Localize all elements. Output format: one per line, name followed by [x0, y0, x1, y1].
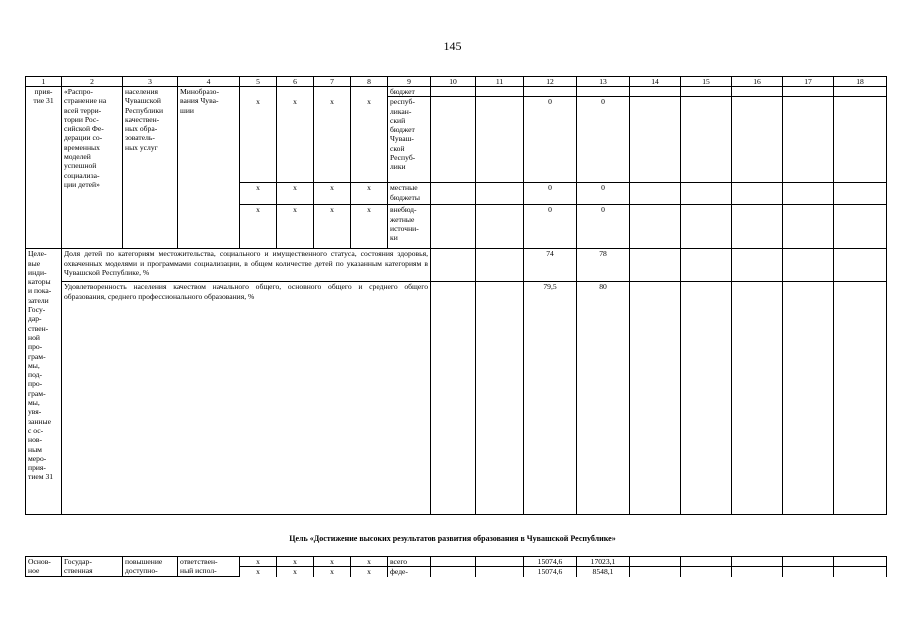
value-cell: 74 — [524, 249, 577, 282]
value-cell: 79,5 — [524, 282, 577, 515]
goal-title: Цель «Достижение высоких результатов развития образования в Чувашской Республике» — [289, 534, 616, 543]
col-header: 9 — [388, 77, 431, 87]
value-cell: 0 — [524, 205, 577, 249]
x-cell: x — [314, 183, 351, 205]
table-row — [26, 87, 887, 97]
indicator-text-cell: Удовлетворенность населения качеством начального общего, основного общего и среднего общего образования, среднего профессионального образования, % — [62, 282, 431, 515]
col-header: 6 — [277, 77, 314, 87]
x-cell: x — [277, 567, 314, 577]
event-number-cell: Основ- ное — [26, 557, 62, 577]
event-number-cell: прия- тие 31 — [26, 87, 62, 249]
source-cell: феде- — [388, 567, 431, 577]
source-cell: бюджет — [388, 87, 431, 97]
col-header: 4 — [178, 77, 240, 87]
value-cell: 15074,6 — [524, 557, 577, 567]
col-header: 12 — [524, 77, 577, 87]
source-cell: местные бюджеты — [388, 183, 431, 205]
x-cell: x — [314, 557, 351, 567]
x-cell: x — [240, 205, 277, 249]
col-header: 10 — [431, 77, 476, 87]
x-cell: x — [277, 205, 314, 249]
x-cell: x — [240, 183, 277, 205]
col-header: 1 — [26, 77, 62, 87]
col-header: 13 — [577, 77, 630, 87]
x-cell: x — [314, 97, 351, 183]
x-cell: x — [314, 205, 351, 249]
table-row — [26, 557, 887, 567]
indicator-row — [26, 249, 887, 282]
col-header: 5 — [240, 77, 277, 87]
x-cell: x — [277, 557, 314, 567]
budget-table-lower — [25, 556, 887, 577]
col-header: 14 — [630, 77, 681, 87]
x-cell: x — [240, 567, 277, 577]
indicator-row — [26, 282, 887, 515]
event-name-cell: «Распро- странение на всей терри- тории Рос- сийской Фе- дерации со- временных моделей успешной социализа- ции детей» — [62, 87, 123, 249]
event-name-cell: Государ- ственная — [62, 557, 123, 577]
page-number: 145 — [443, 39, 462, 53]
col-header: 11 — [476, 77, 524, 87]
x-cell: x — [240, 97, 277, 183]
x-cell: x — [351, 557, 388, 567]
value-cell: 0 — [524, 183, 577, 205]
x-cell: x — [277, 97, 314, 183]
col-header: 3 — [123, 77, 178, 87]
event-executor-cell: Минобразо- вания Чува- шии — [178, 87, 240, 249]
x-cell: x — [351, 205, 388, 249]
x-cell: x — [240, 557, 277, 567]
col-header: 7 — [314, 77, 351, 87]
value-cell: 8548,1 — [577, 567, 630, 577]
col-header: 8 — [351, 77, 388, 87]
col-header: 17 — [783, 77, 834, 87]
value-cell: 78 — [577, 249, 630, 282]
indicator-text-cell: Доля детей по категориям местожительства, социального и имущественного статуса, состояния здоровья, охваченных моделями и программами социализации, в общем количестве детей по указанным категориям в Чувашской Республике, % — [62, 249, 431, 282]
event-executor-cell: ответствен- ный испол- — [178, 557, 240, 577]
value-cell: 0 — [577, 97, 630, 183]
budget-table-upper — [25, 76, 887, 515]
column-number-row — [26, 77, 887, 87]
x-cell: x — [351, 97, 388, 183]
x-cell: x — [351, 183, 388, 205]
col-header: 18 — [834, 77, 887, 87]
col-header: 15 — [681, 77, 732, 87]
source-cell: всего — [388, 557, 431, 567]
value-cell: 0 — [577, 183, 630, 205]
value-cell: 0 — [524, 97, 577, 183]
source-cell: респуб- ликан- ский бюджет Чуваш- ской Респуб- лики — [388, 97, 431, 183]
value-cell: 80 — [577, 282, 630, 515]
x-cell: x — [351, 567, 388, 577]
x-cell: x — [314, 567, 351, 577]
value-cell: 17023,1 — [577, 557, 630, 567]
x-cell: x — [277, 183, 314, 205]
indicators-label-cell: Целе- вые инди- каторы и пока- затели Госу- дар- ствен- ной про- грам- мы, под- про- грам- мы, увя- занные с ос- нов- ным меро- прия- тием 31 — [26, 249, 62, 515]
event-goal-cell: населения Чувашской Республики качествен- ных обра- зователь- ных услуг — [123, 87, 178, 249]
col-header: 16 — [732, 77, 783, 87]
event-goal-cell: повышение доступно- — [123, 557, 178, 577]
col-header: 2 — [62, 77, 123, 87]
value-cell: 15074,6 — [524, 567, 577, 577]
value-cell: 0 — [577, 205, 630, 249]
source-cell: внебюд- жетные источни- ки — [388, 205, 431, 249]
